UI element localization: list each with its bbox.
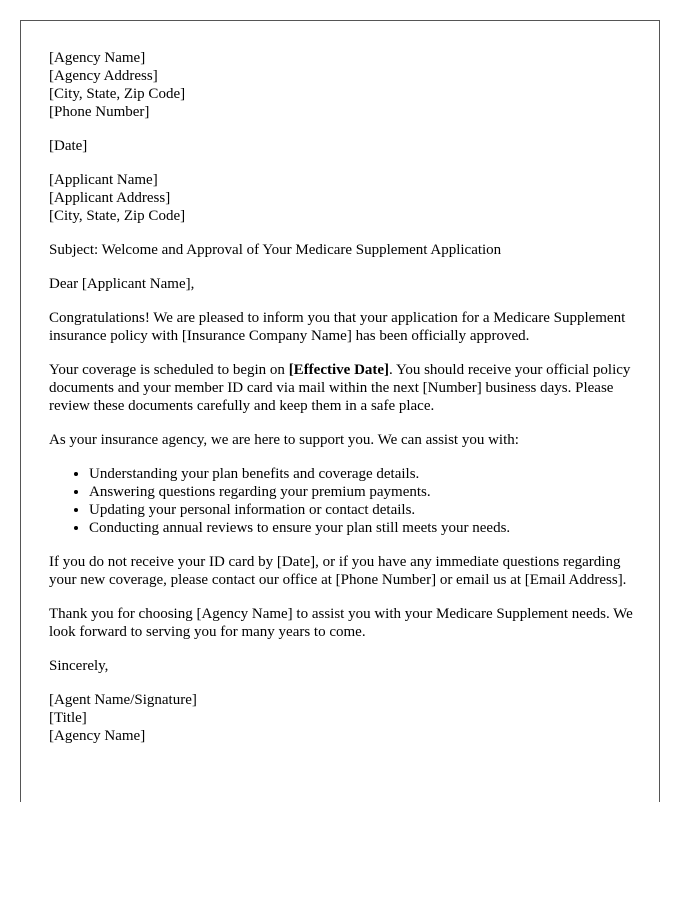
recipient-name: [Applicant Name] <box>49 172 158 188</box>
body-paragraph-1: Congratulations! We are pleased to inform you that your application for a Medicare Supplement insurance policy with [Insurance Company Name] has been officially approved. <box>49 310 626 344</box>
salutation: Dear [Applicant Name], <box>49 276 195 292</box>
body-paragraph-4: If you do not receive your ID card by [Date], or if you have any immediate questions regarding your new coverage, please contact our office at [Phone Number] or email us at [Email Address]. <box>49 554 627 588</box>
subject-line: Subject: Welcome and Approval of Your Medicare Supplement Application <box>49 242 502 258</box>
signature-block <box>49 691 639 745</box>
body-paragraph-5: Thank you for choosing [Agency Name] to assist you with your Medicare Supplement needs. We look forward to serving you for many years to come. <box>49 606 633 640</box>
list-item: • Understanding your plan benefits and coverage details. <box>89 465 639 483</box>
sender-block <box>49 49 639 121</box>
sender-phone: [Phone Number] <box>49 104 150 120</box>
recipient-address: [Applicant Address] <box>49 190 171 206</box>
recipient-city-state-zip: [City, State, Zip Code] <box>49 208 186 224</box>
letter-content <box>49 49 639 761</box>
closing: Sincerely, <box>49 658 109 674</box>
list-item: • Conducting annual reviews to ensure your plan still meets your needs. <box>89 519 639 537</box>
sender-city-state-zip: [City, State, Zip Code] <box>49 86 186 102</box>
signature-agency: [Agency Name] <box>49 728 146 744</box>
date-block <box>49 137 639 155</box>
paragraph-2-start: Your coverage is scheduled to begin on <box>49 362 289 378</box>
letter-page <box>20 20 660 802</box>
signature-agent: [Agent Name/Signature] <box>49 692 197 708</box>
signature-title: [Title] <box>49 710 87 726</box>
body-paragraph-3: As your insurance agency, we are here to support you. We can assist you with: <box>49 432 519 448</box>
recipient-block <box>49 171 639 225</box>
assistance-list <box>49 465 639 537</box>
sender-agency-address: [Agency Address] <box>49 68 158 84</box>
effective-date: [Effective Date] <box>288 362 390 378</box>
paragraph-2-end: . You should receive your official policy documents and your member ID card via mail within the next [Number] business days. Please review these documents carefully and keep them in a safe place. <box>49 362 631 414</box>
body-paragraph-2 <box>49 361 639 415</box>
letter-date: [Date] <box>49 138 88 154</box>
list-item: • Updating your personal information or contact details. <box>89 501 639 519</box>
list-item: • Answering questions regarding your premium payments. <box>89 483 639 501</box>
sender-agency-name: [Agency Name] <box>49 50 146 66</box>
